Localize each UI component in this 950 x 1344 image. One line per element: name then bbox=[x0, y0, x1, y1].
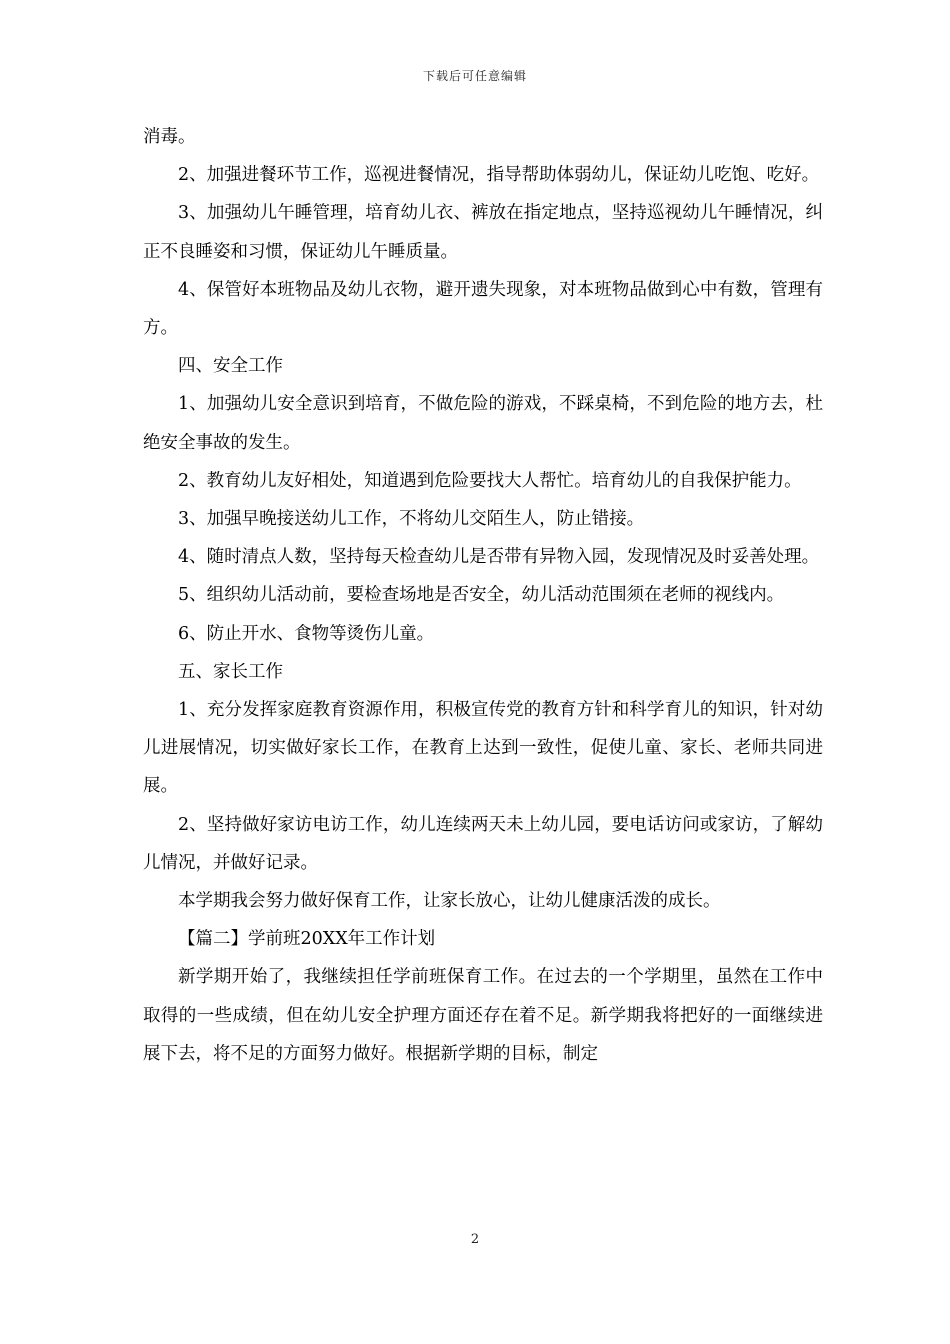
paragraph: 1、加强幼儿安全意识到培育，不做危险的游戏，不踩桌椅，不到危险的地方去，杜绝安全事故的发生。 bbox=[143, 394, 823, 453]
paragraph: 本学期我会努力做好保育工作，让家长放心，让幼儿健康活泼的成长。 bbox=[178, 891, 721, 912]
paragraph: 6、防止开水、食物等烫伤儿童。 bbox=[178, 623, 435, 644]
paragraph: 2、加强进餐环节工作，巡视进餐情况，指导帮助体弱幼儿，保证幼儿吃饱、吃好。 bbox=[178, 165, 820, 186]
paragraph: 2、坚持做好家访电访工作，幼儿连续两天未上幼儿园，要电话访问或家访，了解幼儿情况，并做好记录。 bbox=[143, 814, 823, 873]
paragraph: 新学期开始了，我继续担任学前班保育工作。在过去的一个学期里，虽然在工作中取得的一些成绩，但在幼儿安全护理方面还存在着不足。新学期我将把好的一面继续进展下去，将不足的方面努力做好。根据新学期的目标，制定 bbox=[143, 967, 823, 1064]
paragraph: 消毒。 bbox=[143, 127, 196, 147]
paragraph: 4、随时清点人数，坚持每天检查幼儿是否带有异物入园，发现情况及时妥善处理。 bbox=[178, 547, 820, 568]
page-header: 下载后可任意编辑 bbox=[422, 69, 527, 83]
paragraph: 2、教育幼儿友好相处，知道遇到危险要找大人帮忙。培育幼儿的自我保护能力。 bbox=[178, 470, 802, 491]
section-heading: 四、安全工作 bbox=[178, 356, 283, 377]
page-number: 2 bbox=[470, 1232, 480, 1247]
section-heading: 五、家长工作 bbox=[178, 661, 283, 682]
paragraph: 3、加强幼儿午睡管理，培育幼儿衣、裤放在指定地点，坚持巡视幼儿午睡情况，纠正不良睡姿和习惯，保证幼儿午睡质量。 bbox=[143, 203, 823, 262]
paragraph: 1、充分发挥家庭教育资源作用，积极宣传党的教育方针和科学育儿的知识，针对幼儿进展情况，切实做好家长工作，在教育上达到一致性，促使儿童、家长、老师共同进展。 bbox=[143, 700, 823, 797]
paragraph: 3、加强早晚接送幼儿工作，不将幼儿交陌生人，防止错接。 bbox=[178, 509, 645, 530]
document-body bbox=[143, 118, 823, 1073]
section-heading: 【篇二】学前班20XX年工作计划 bbox=[178, 929, 436, 950]
paragraph: 4、保管好本班物品及幼儿衣物，避开遗失现象，对本班物品做到心中有数，管理有方。 bbox=[143, 279, 823, 339]
paragraph: 5、组织幼儿活动前，要检查场地是否安全，幼儿活动范围须在老师的视线内。 bbox=[178, 585, 785, 606]
